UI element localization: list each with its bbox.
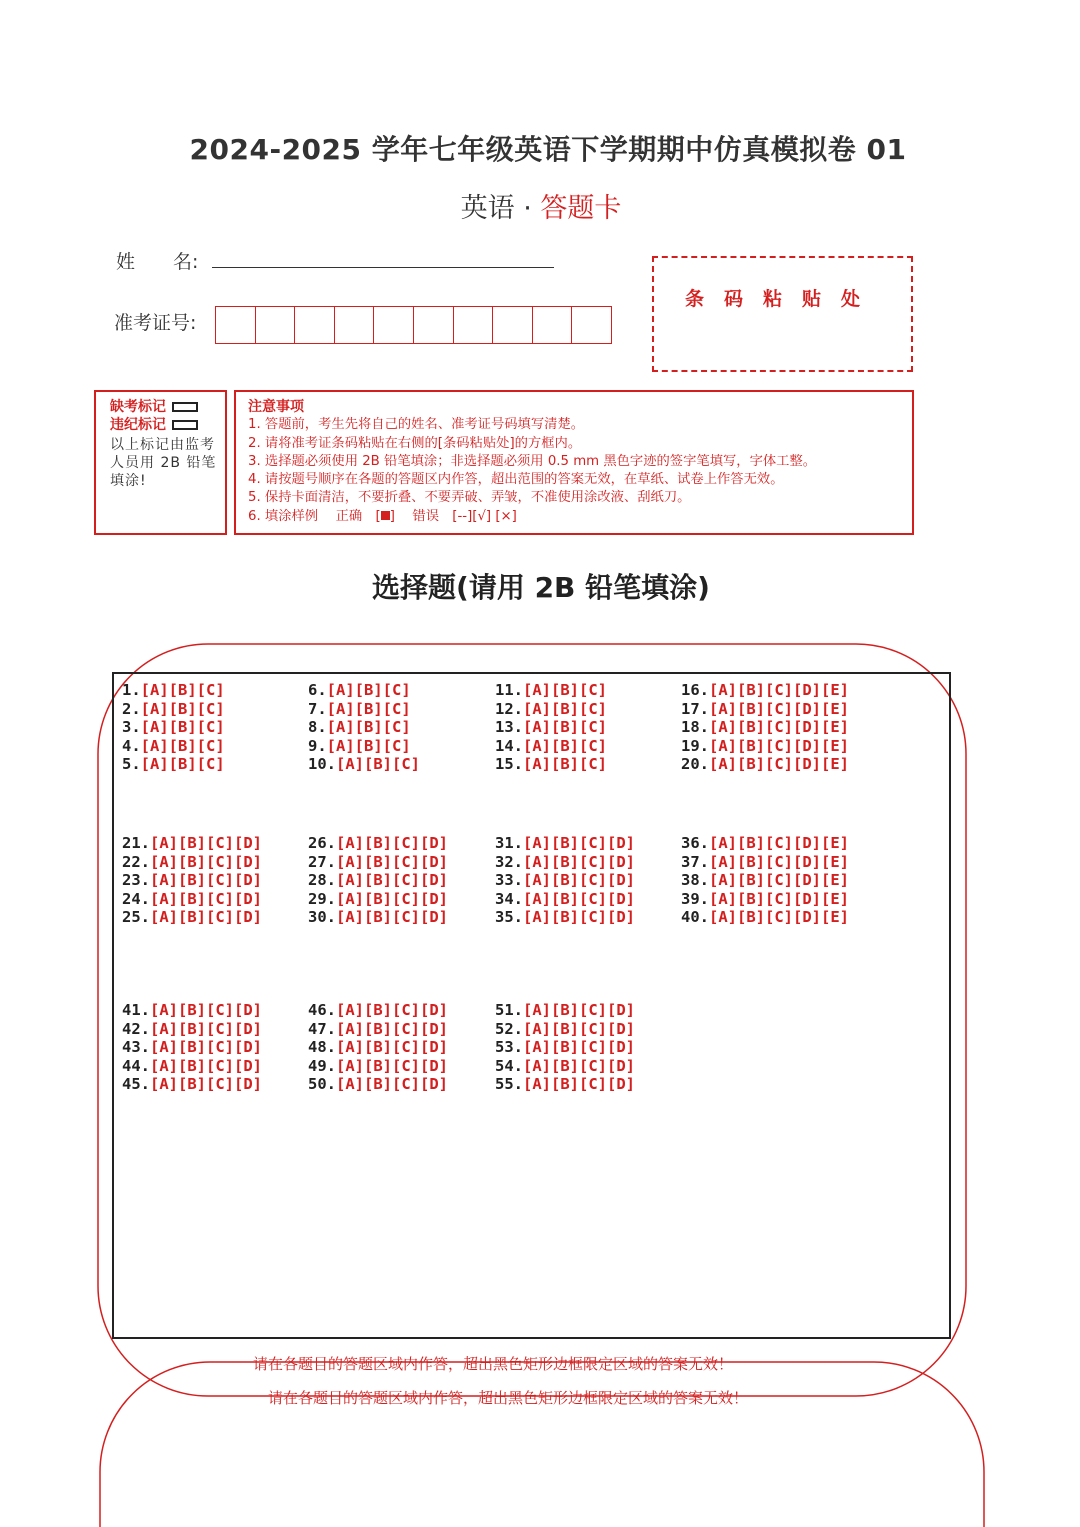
question-number: 52. (495, 1019, 523, 1038)
answer-options[interactable]: [A][B][C][D] (150, 1075, 262, 1093)
answer-options[interactable]: [A][B][C][D] (523, 1019, 635, 1038)
note-item: 3. 选择题必须使用 2B 铅笔填涂；非选择题必须用 0.5 mm 黑色字迹的签字笔填写，字体工整。 (248, 453, 817, 469)
question-row (122, 681, 225, 700)
question-group (122, 834, 262, 927)
exam-title: 2024-2025 学年七年级英语下学期期中仿真模拟卷 01 (189, 133, 907, 166)
question-row (495, 1057, 635, 1076)
question-number: 36. (681, 834, 709, 852)
answer-options[interactable]: [A][B][C][D] (523, 889, 635, 908)
question-row (308, 1075, 448, 1094)
question-number: 4. (122, 736, 141, 755)
name-label: 姓 名: (116, 251, 199, 273)
sample-prefix: 6. 填涂样例 正确 [ (248, 508, 381, 524)
answer-options[interactable]: [A][B][C] (140, 681, 225, 699)
answer-options[interactable]: [A][B][C] (140, 699, 225, 718)
id-number-boxes[interactable] (215, 306, 612, 344)
warning-line-2: 请在各题目的答题区域内作答，超出黑色矩形边框限定区域的答案无效！ (267, 1389, 748, 1407)
question-row (495, 890, 635, 909)
note-item-sample (248, 508, 900, 526)
question-number: 3. (122, 718, 141, 736)
question-number: 24. (122, 889, 150, 908)
question-row (308, 871, 448, 890)
answer-options[interactable]: [A][B][C] (326, 681, 411, 699)
absent-mark-checkbox[interactable] (172, 402, 198, 412)
answer-options[interactable]: [A][B][C][D] (150, 1019, 262, 1038)
question-row (681, 737, 849, 756)
question-row (308, 700, 420, 719)
question-number: 32. (495, 852, 523, 871)
answer-options[interactable]: [A][B][C][D][E] (709, 736, 849, 755)
question-number: 46. (308, 1001, 336, 1019)
question-number: 6. (308, 681, 327, 699)
answer-options[interactable]: [A][B][C][D] (150, 871, 262, 889)
sample-wrong: ] 错误 [--][√] [×] (389, 508, 517, 524)
id-digit-box[interactable] (335, 307, 375, 343)
question-row (122, 718, 225, 737)
question-number: 12. (495, 699, 523, 718)
question-row (495, 1075, 635, 1094)
id-label: 准考证号: (114, 312, 197, 334)
answer-options[interactable]: [A][B][C][D] (336, 1019, 448, 1038)
question-number: 43. (122, 1038, 150, 1056)
answer-options[interactable]: [A][B][C][D] (523, 1038, 635, 1056)
id-digit-box[interactable] (374, 307, 414, 343)
question-row (122, 908, 262, 927)
section-title: 选择题(请用 2B 铅笔填涂) (372, 571, 710, 604)
question-row (308, 908, 448, 927)
question-row (495, 908, 635, 927)
question-row (122, 1057, 262, 1076)
question-number: 27. (308, 852, 336, 871)
answer-options[interactable]: [A][B][C][D][E] (709, 681, 849, 699)
note-item: 1. 答题前，考生先将自己的姓名、准考证号码填写清楚。 (248, 417, 585, 433)
question-row (308, 1057, 448, 1076)
question-row (495, 834, 635, 853)
card-subtitle (0, 186, 1080, 225)
notes-title: 注意事项 (248, 399, 304, 415)
question-number: 41. (122, 1001, 150, 1019)
note-item: 2. 请将准考证条码粘贴在右侧的[条码粘贴处]的方框内。 (248, 435, 582, 451)
question-row (495, 1020, 635, 1039)
violation-mark-row (110, 416, 217, 434)
question-group (495, 834, 635, 927)
question-number: 2. (122, 699, 141, 718)
question-number: 11. (495, 681, 523, 699)
question-number: 28. (308, 871, 336, 889)
question-number: 53. (495, 1038, 523, 1056)
question-number: 1. (122, 681, 141, 699)
separator-dot: · (523, 193, 532, 224)
question-number: 35. (495, 908, 523, 926)
question-number: 25. (122, 908, 150, 926)
question-number: 19. (681, 736, 709, 755)
id-digit-box[interactable] (454, 307, 494, 343)
warning-line-1: 请在各题目的答题区域内作答，超出黑色矩形边框限定区域的答案无效！ (252, 1355, 733, 1373)
question-row (122, 853, 262, 872)
question-row (122, 834, 262, 853)
question-group (308, 681, 420, 774)
answer-options[interactable]: [A][B][C][D] (523, 1001, 635, 1019)
marks-box (94, 390, 227, 535)
question-number: 26. (308, 834, 336, 852)
question-group (681, 681, 849, 774)
note-item: 5. 保持卡面清洁，不要折叠、不要弄破、弄皱，不准使用涂改液、刮纸刀。 (248, 490, 691, 506)
question-group (122, 1001, 262, 1094)
answer-card-label: 答题卡 (540, 193, 622, 224)
answer-options[interactable]: [A][B][C][D] (150, 889, 262, 908)
question-number: 49. (308, 1056, 336, 1075)
question-group (495, 1001, 635, 1094)
answer-options[interactable]: [A][B][C] (326, 718, 411, 736)
answer-options[interactable]: [A][B][C][D] (523, 908, 635, 926)
id-digit-box[interactable] (216, 307, 256, 343)
question-number: 9. (308, 736, 327, 755)
question-row (308, 853, 448, 872)
answer-options[interactable]: [A][B][C][D][E] (709, 852, 849, 871)
note-item: 4. 请按题号顺序在各题的答题区内作答，超出范围的答案无效，在草纸、试卷上作答无效。 (248, 472, 784, 488)
question-row (495, 718, 607, 737)
question-number: 30. (308, 908, 336, 926)
question-group (308, 834, 448, 927)
question-row (308, 755, 420, 774)
question-number: 23. (122, 871, 150, 889)
answer-options[interactable]: [A][B][C][D] (336, 1075, 448, 1093)
answer-options[interactable]: [A][B][C][D] (336, 1056, 448, 1075)
answer-options[interactable]: [A][B][C] (523, 736, 607, 755)
question-number: 29. (308, 889, 336, 908)
id-digit-box[interactable] (533, 307, 573, 343)
question-row (681, 681, 849, 700)
answer-options[interactable]: [A][B][C][D] (523, 834, 635, 852)
question-number: 21. (122, 834, 150, 852)
answer-options[interactable]: [A][B][C][D] (336, 908, 448, 926)
question-number: 42. (122, 1019, 150, 1038)
violation-mark-label: 违纪标记 (110, 417, 166, 433)
question-row (681, 834, 849, 853)
question-row (681, 871, 849, 890)
question-number: 34. (495, 889, 523, 908)
question-row (122, 1001, 262, 1020)
answer-options[interactable]: [A][B][C][D] (150, 852, 262, 871)
id-digit-box[interactable] (414, 307, 454, 343)
question-row (122, 700, 225, 719)
question-row (681, 853, 849, 872)
question-number: 5. (122, 755, 141, 773)
notes-box (234, 390, 914, 535)
question-group (122, 681, 225, 774)
id-digit-box[interactable] (295, 307, 335, 343)
answer-options[interactable]: [A][B][C][D][E] (709, 699, 849, 718)
question-row (122, 1020, 262, 1039)
answer-options[interactable]: [A][B][C][D][E] (709, 718, 849, 736)
answer-options[interactable]: [A][B][C][D][E] (709, 889, 849, 908)
question-row (308, 737, 420, 756)
question-number: 18. (681, 718, 709, 736)
question-number: 50. (308, 1075, 336, 1093)
question-number: 39. (681, 889, 709, 908)
answer-options[interactable]: [A][B][C] (523, 755, 607, 773)
answer-options[interactable]: [A][B][C] (523, 681, 607, 699)
marks-note: 以上标记由监考人员用 2B 铅笔填涂! (110, 437, 217, 489)
question-group (681, 834, 849, 927)
answer-options[interactable]: [A][B][C] (523, 699, 607, 718)
question-row (308, 834, 448, 853)
answer-options[interactable]: [A][B][C][D] (150, 1056, 262, 1075)
answer-options[interactable]: [A][B][C][D] (150, 908, 262, 926)
answer-options[interactable]: [A][B][C] (140, 736, 225, 755)
question-row (308, 1001, 448, 1020)
question-row (308, 890, 448, 909)
question-row (122, 1038, 262, 1057)
question-number: 15. (495, 755, 523, 773)
answer-options[interactable]: [A][B][C][D][E] (709, 871, 849, 889)
violation-mark-checkbox[interactable] (172, 420, 198, 430)
question-number: 8. (308, 718, 327, 736)
answer-options[interactable]: [A][B][C][D] (336, 852, 448, 871)
question-row (681, 890, 849, 909)
question-row (495, 871, 635, 890)
question-number: 17. (681, 699, 709, 718)
question-row (308, 681, 420, 700)
question-number: 33. (495, 871, 523, 889)
id-digit-box[interactable] (572, 307, 611, 343)
absent-mark-label: 缺考标记 (110, 399, 166, 415)
answer-options[interactable]: [A][B][C][D] (336, 834, 448, 852)
answer-options[interactable]: [A][B][C] (523, 718, 607, 736)
question-row (308, 1020, 448, 1039)
answer-options[interactable]: [A][B][C][D] (336, 889, 448, 908)
question-row (495, 755, 607, 774)
subject-label: 英语 (460, 193, 515, 224)
question-number: 20. (681, 755, 709, 773)
answer-options[interactable]: [A][B][C][D] (336, 1001, 448, 1019)
question-number: 48. (308, 1038, 336, 1056)
question-number: 37. (681, 852, 709, 871)
answer-options[interactable]: [A][B][C][D][E] (709, 755, 849, 773)
answer-options[interactable]: [A][B][C][D][E] (709, 834, 849, 852)
answer-options[interactable]: [A][B][C][D] (150, 1001, 262, 1019)
id-digit-box[interactable] (493, 307, 533, 343)
name-field[interactable] (212, 266, 554, 268)
question-number: 38. (681, 871, 709, 889)
question-number: 51. (495, 1001, 523, 1019)
question-number: 16. (681, 681, 709, 699)
answer-options[interactable]: [A][B][C] (336, 755, 420, 773)
question-row (495, 681, 607, 700)
question-number: 54. (495, 1056, 523, 1075)
question-row (681, 718, 849, 737)
answer-options[interactable]: [A][B][C][D] (336, 1038, 448, 1056)
answer-options[interactable]: [A][B][C][D] (523, 1056, 635, 1075)
question-row (122, 1075, 262, 1094)
question-row (681, 908, 849, 927)
answer-options[interactable]: [A][B][C] (140, 718, 225, 736)
filled-sample-icon (381, 511, 390, 520)
answer-options[interactable]: [A][B][C][D] (150, 834, 262, 852)
id-digit-box[interactable] (256, 307, 296, 343)
answer-options[interactable]: [A][B][C][D] (523, 871, 635, 889)
answer-options[interactable]: [A][B][C][D] (523, 1075, 635, 1093)
question-row (122, 755, 225, 774)
absent-mark-row (110, 398, 217, 416)
question-number: 44. (122, 1056, 150, 1075)
question-row (495, 1001, 635, 1020)
question-row (308, 718, 420, 737)
question-row (681, 700, 849, 719)
answer-options[interactable]: [A][B][C][D] (150, 1038, 262, 1056)
question-number: 7. (308, 699, 327, 718)
question-number: 55. (495, 1075, 523, 1093)
question-row (122, 890, 262, 909)
question-number: 40. (681, 908, 709, 926)
answer-options[interactable]: [A][B][C][D][E] (709, 908, 849, 926)
question-row (495, 1038, 635, 1057)
question-row (495, 737, 607, 756)
answer-options[interactable]: [A][B][C] (326, 699, 411, 718)
answer-options[interactable]: [A][B][C][D] (336, 871, 448, 889)
question-number: 31. (495, 834, 523, 852)
question-group (308, 1001, 448, 1094)
answer-options[interactable]: [A][B][C] (140, 755, 225, 773)
question-row (308, 1038, 448, 1057)
question-row (681, 755, 849, 774)
question-number: 45. (122, 1075, 150, 1093)
question-row (495, 700, 607, 719)
question-number: 14. (495, 736, 523, 755)
question-number: 10. (308, 755, 336, 773)
answer-options[interactable]: [A][B][C][D] (523, 852, 635, 871)
question-row (122, 871, 262, 890)
barcode-area: 条码粘贴处 (652, 256, 913, 372)
question-number: 22. (122, 852, 150, 871)
question-group (495, 681, 607, 774)
question-row (122, 737, 225, 756)
question-row (495, 853, 635, 872)
question-number: 13. (495, 718, 523, 736)
answer-options[interactable]: [A][B][C] (326, 736, 411, 755)
question-number: 47. (308, 1019, 336, 1038)
